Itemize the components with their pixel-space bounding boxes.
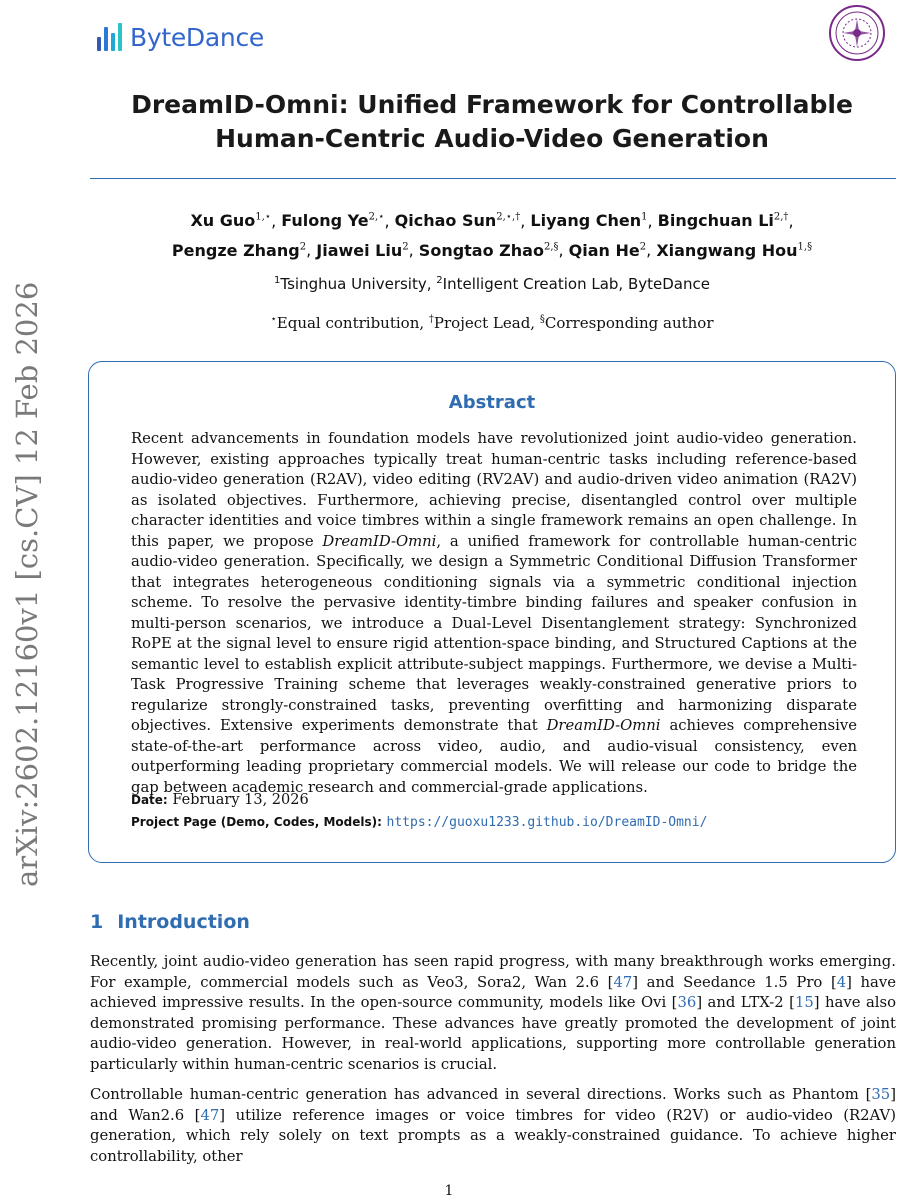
affiliation: $^2$Intelligent Creation Lab, ByteDance [436, 275, 710, 293]
date-value: February 13, 2026 [172, 792, 309, 808]
author-affil-marker: 2,† [773, 212, 789, 223]
author-name: Qichao Sun$^{2,⋆,\dagger}$ [394, 211, 521, 231]
arxiv-identifier: arXiv:2602.12160v1 [cs.CV] 12 Feb 2026 [10, 281, 44, 887]
author-affil-marker: 1 [641, 212, 648, 223]
author-affil-marker: 2 [299, 241, 307, 253]
author-name: Pengze Zhang$^2$ [171, 240, 307, 260]
page-number: 1 [444, 1183, 454, 1199]
author-affil-marker: 2,⋆ [368, 212, 385, 223]
tsinghua-seal-icon [828, 4, 886, 62]
author-affil-marker: 1,§ [797, 241, 813, 253]
intro-paragraph-1: Recently, joint audio-video generation has seen rapid progress, with many breakthrough works emerging. For example, commercial models such as Veo3, Sora2, Wan 2.6 [47] and Seedance 1.5 Pro [4] have achieved impressive results. In the open-source community, models like Ovi [36] and LTX-2 [15] have also demonstrated promising performance. These advances have greatly promoted the development of joint audio-video generation. However, in real-world applications, supporting more controllable generation particularly within human-centric scenarios is crucial. [90, 953, 896, 1073]
abstract-text: Recent advancements in foundation models have revolutionized joint audio-video generation. However, existing approaches typically treat human-centric tasks including reference-based audio-video generation (R2AV), video editing (RV2AV) and audio-driven video animation (RA2V) as isolated objectives. Furthermore, achieving precise, disentangled control over multiple character identities and voice timbres within a single framework remains an open challenge. In this paper, we propose DreamID-Omni, a unified framework for controllable human-centric audio-video generation. Specifically, we design a Symmetric Conditional Diffusion Transformer that integrates heterogeneous conditioning signals via a symmetric conditional injection scheme. To resolve the pervasive identity-timbre binding failures and speaker confusion in multi-person scenarios, we introduce a Dual-Level Disentanglement strategy: Synchronized RoPE at the signal level to ensure rigid attention-space binding, and Structured Captions at the semantic level to establish explicit attribute-subject mappings. Furthermore, we devise a Multi-Task Progressive Training scheme that leverages weakly-constrained generative priors to regularize strongly-constrained tasks, preventing overfitting and harmonizing disparate objectives. Extensive experiments demonstrate that DreamID-Omni achieves comprehensive state-of-the-art performance across video, audio, and audio-visual consistency, even outperforming leading proprietary commercial models. We will release our code to bridge the gap between academic research and commercial-grade applications. [131, 430, 857, 796]
title-rule [90, 178, 896, 179]
date-line [131, 792, 309, 808]
author-name: Bingchuan $Li^{2,\dagger}$ [657, 211, 789, 231]
citation-link[interactable]: 35 [871, 1086, 891, 1103]
author-affil-marker: 1,⋆ [255, 212, 272, 223]
citation-link[interactable]: 15 [794, 994, 814, 1011]
author-list: Xu Guo$^{1,⋆}$, Fulong $Ye^{2,⋆}$, Qichao Sun$^{2,⋆,\dagger}$, Liyang Chen$^1$, Bingchuan $Li^{2,\dagger}$, Pengze Zhang$^2$, Jiawei Liu$^2$, Songtao Zhao$^{2,\S}$, Qian He$^2$, Xiangwang Hou$^{1,\S}$ [171, 211, 813, 260]
author-name: Jiawei Liu$^2$ [316, 240, 409, 260]
abstract-heading: Abstract [448, 392, 536, 413]
author-name: Xu Guo$^{1,⋆}$ [190, 211, 272, 231]
abstract-box [88, 361, 896, 863]
citation-link[interactable]: 36 [677, 994, 697, 1011]
author-name: Songtao Zhao$^{2,\S}$ [418, 240, 559, 260]
author-name: Liyang Chen$^1$ [530, 211, 648, 231]
bytedance-bars-icon [97, 23, 122, 51]
affiliations: $^1$Tsinghua University, $^2$Intelligent Creation Lab, ByteDance [274, 275, 710, 293]
paper-title: DreamID-Omni: Unified Framework for Controllable Human-Centric Audio-Video Generation [131, 90, 853, 153]
author-name: Qian He$^2$ [568, 240, 647, 260]
citation-link[interactable]: 4 [836, 973, 847, 991]
author-affil-marker: 2 [639, 241, 647, 253]
brand-name: ByteDance [130, 22, 264, 52]
project-page-line [131, 814, 707, 830]
project-label: Project Page (Demo, Codes, Models): [131, 815, 382, 829]
author-affil-marker: 2 [402, 241, 409, 253]
author-name: Xiangwang Hou$^{1,\S}$ [656, 240, 813, 260]
citation-link[interactable]: 47 [200, 1106, 220, 1124]
author-name: Fulong $Ye^{2,⋆}$ [281, 211, 385, 231]
date-label: Date: [131, 793, 168, 807]
author-affil-marker: 2,§ [543, 241, 559, 253]
intro-paragraph-2: Controllable human-centric generation has advanced in several directions. Works such as Phantom [35] and Wan2.6 [47] utilize reference images or voice timbres for video (R2V) or audio-video (R2AV) generation, which rely solely on text prompts as a weakly-constrained guidance. To achieve higher controllability, other [90, 1086, 896, 1165]
bytedance-logo [97, 20, 264, 54]
author-notes: ⋆Equal contribution, †Project Lead, §Corresponding author [270, 314, 714, 332]
project-url-link[interactable]: https://guoxu1233.github.io/DreamID-Omni/ [386, 815, 708, 830]
author-affil-marker: 2,⋆,† [496, 212, 521, 223]
section-heading-introduction: 1 Introduction [90, 911, 250, 933]
citation-link[interactable]: 47 [613, 973, 633, 991]
affiliation: $^1$Tsinghua University [274, 275, 427, 293]
